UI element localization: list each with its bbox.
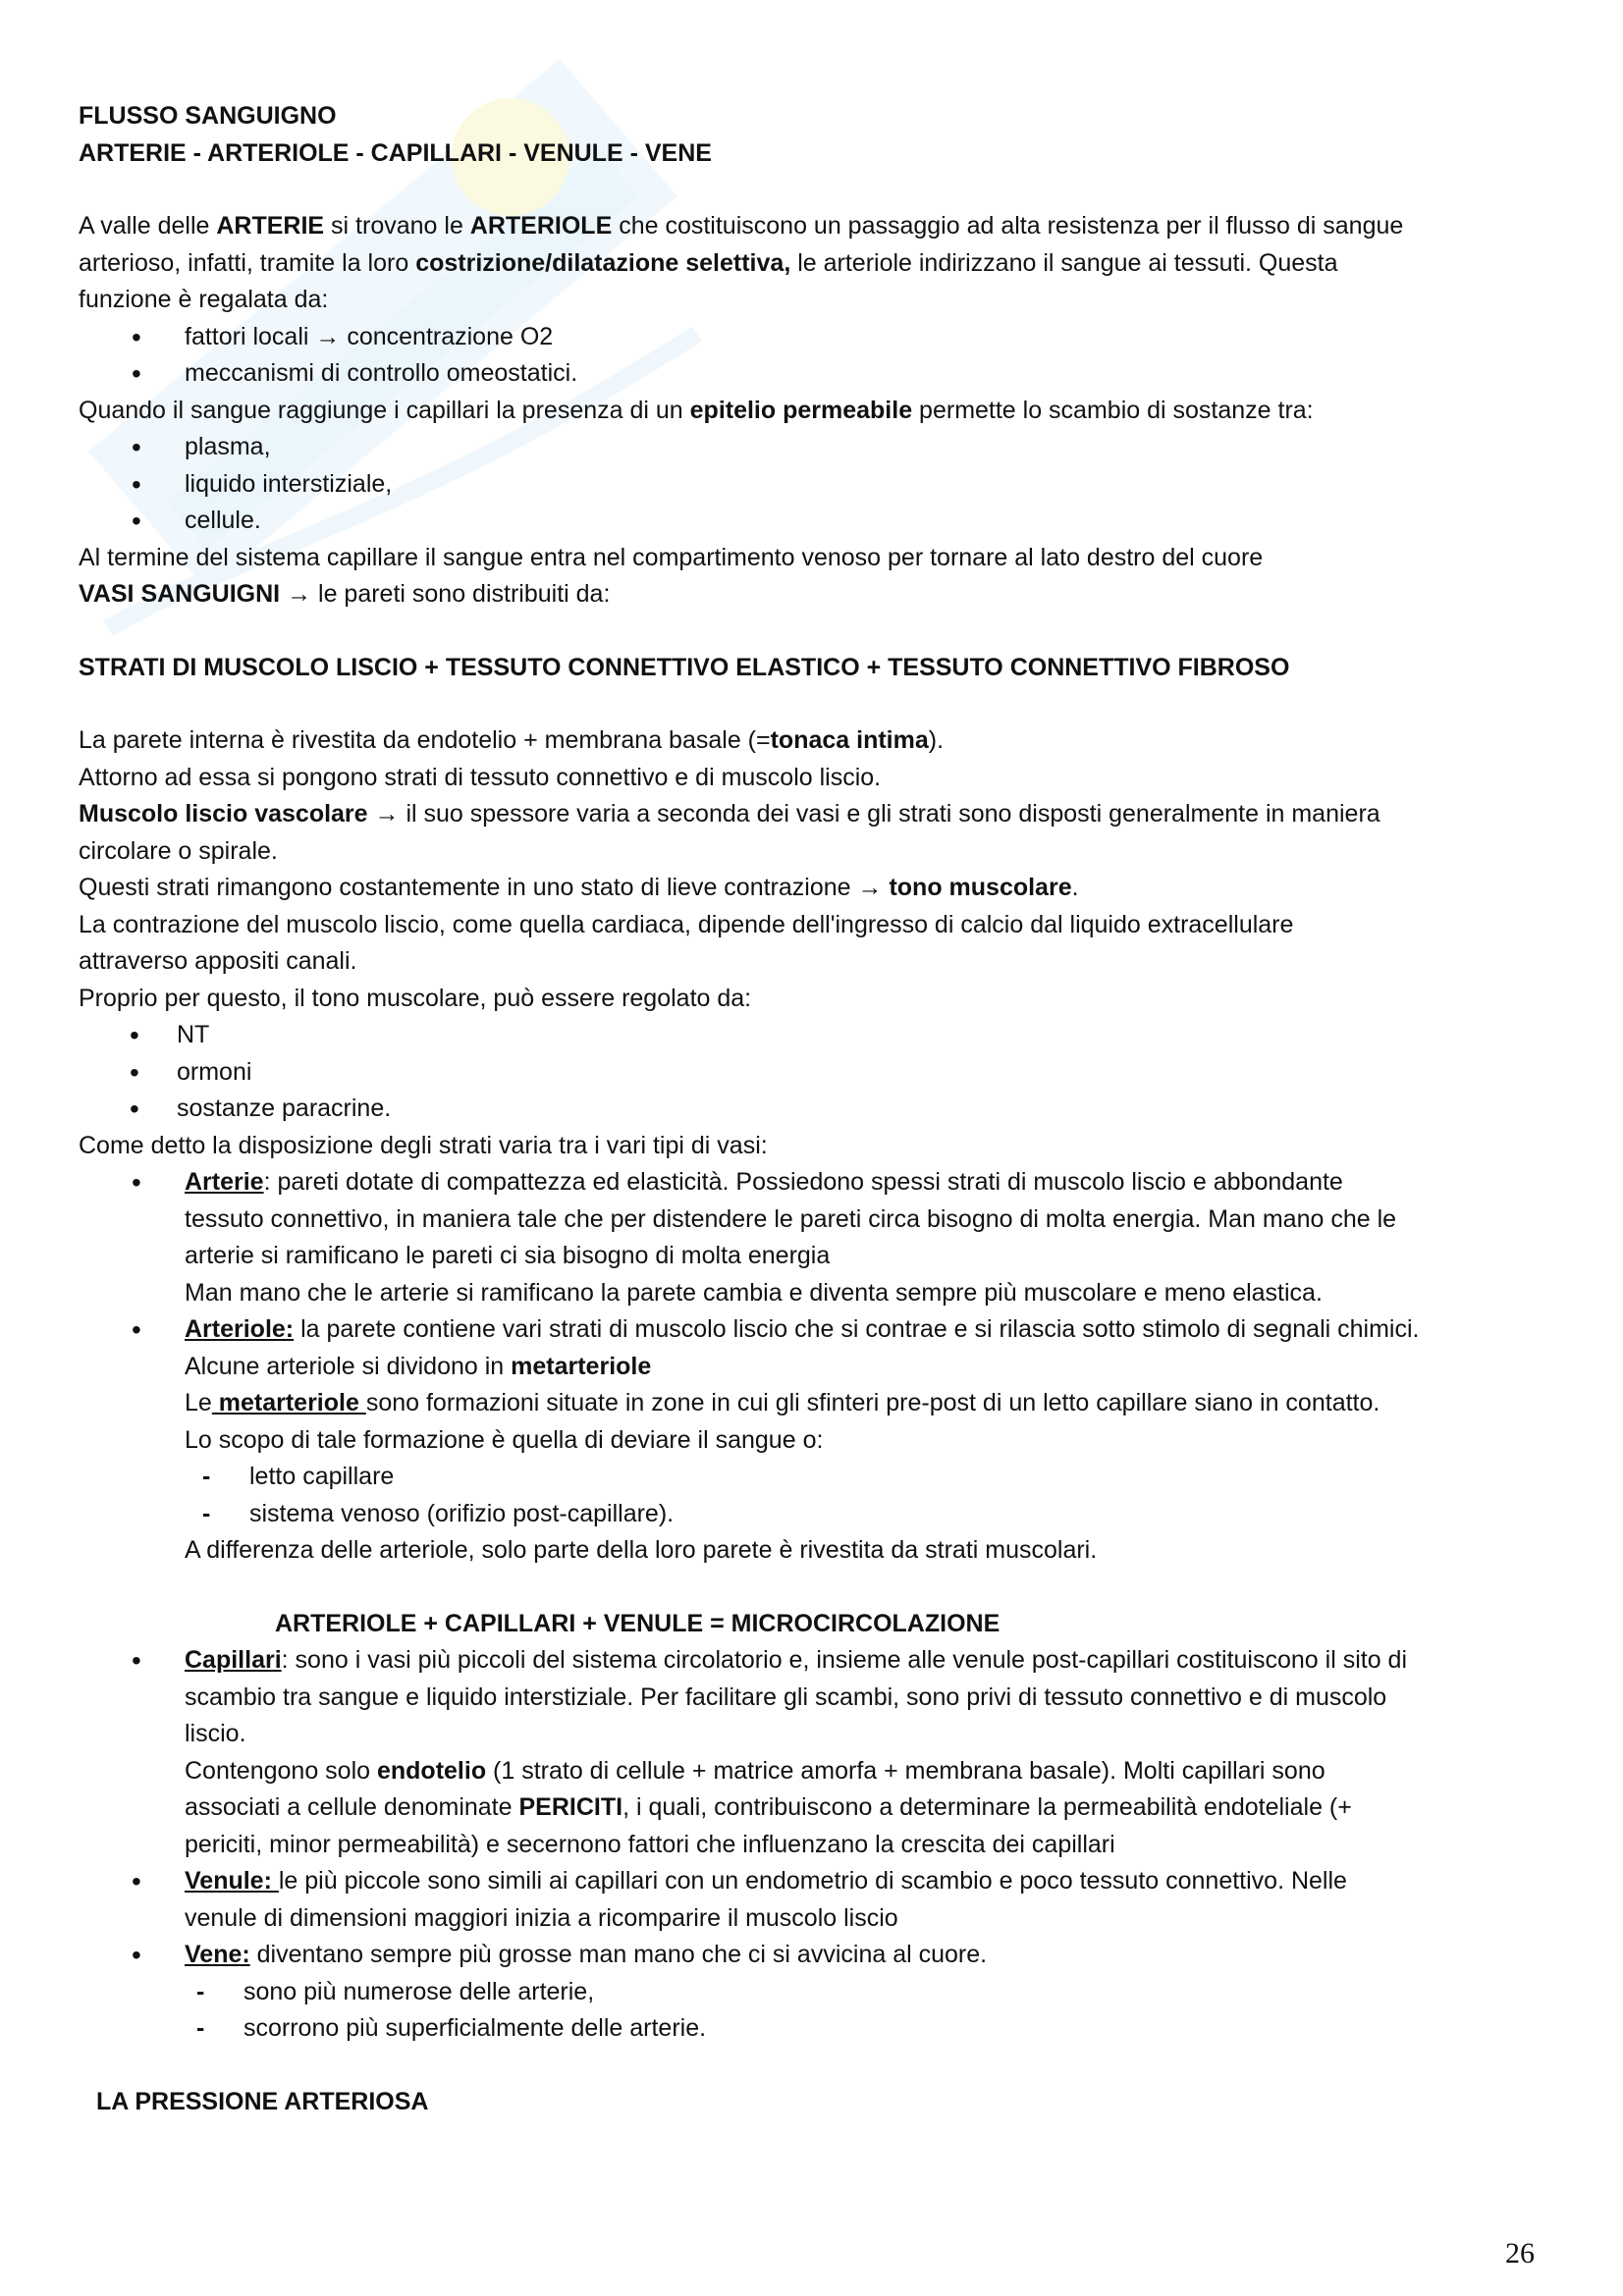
list-item-vene: • Vene: diventano sempre più grosse man mano che ci si avvicina al cuore. - sono più numerose delle arterie, - scorrono più superficialmente delle arterie.	[79, 1937, 1581, 2048]
heading-pressione: LA PRESSIONE ARTERIOSA	[96, 2087, 429, 2115]
list-item-arteriole: • Arteriole: la parete contiene vari strati di muscolo liscio che si contrae e si rilascia sotto stimolo di segnali chimici. Alcune arteriole si dividono in metarteriole Le metarteriole sono formazioni situate in zone in cui gli sfinteri pre-post di un letto capillare siano in contatto. Lo scopo di tale formazione è quella di deviare il sangue o: - letto capillare - sistema venoso (orifizio post-capillare). A differenza delle arteriole, solo parte della loro parete è rivestita da strati muscolari.	[79, 1311, 1581, 1570]
list-deviazione	[145, 1459, 1581, 1532]
document-body	[79, 98, 1581, 2120]
list-scambio	[79, 429, 1581, 540]
paragraph-disposizione: Come detto la disposizione degli strati varia tra i vari tipi di vasi:	[79, 1131, 768, 1159]
paragraph-capillari: Quando il sangue raggiunge i capillari la presenza di un epitelio permeabile permette lo scambio di sostanze tra:	[79, 396, 1314, 424]
paragraph-tono: Questi strati rimangono costantemente in uno stato di lieve contrazione → tono muscolare.	[79, 874, 1079, 901]
paragraph-vasi-sanguigni: VASI SANGUIGNI → le pareti sono distribuiti da:	[79, 580, 611, 608]
paragraph-muscolo: Muscolo liscio vascolare → il suo spessore varia a seconda dei vasi e gli strati sono disposti generalmente in maniera	[79, 800, 1380, 828]
list-item: - sono più numerose delle arterie,	[139, 1974, 1581, 2011]
paragraph-venoso: Al termine del sistema capillare il sangue entra nel compartimento venoso per tornare al lato destro del cuore	[79, 543, 1264, 571]
list-item: • cellule.	[79, 503, 1581, 540]
heading-flusso: FLUSSO SANGUIGNO	[79, 102, 337, 130]
paragraph-contrazione-2: attraverso appositi canali.	[79, 947, 357, 975]
paragraph-attorno: Attorno ad essa si pongono strati di tessuto connettivo e di muscolo liscio.	[79, 763, 882, 791]
list-vasi-2	[79, 1642, 1581, 2048]
list-item: • sostanze paracrine.	[79, 1091, 1581, 1128]
list-item: • liquido interstiziale,	[79, 466, 1581, 504]
list-item-arterie: • Arterie: pareti dotate di compattezza ed elasticità. Possiedono spessi strati di muscolo liscio e abbondante tessuto connettivo, in maniera tale che per distendere le pareti circa bisogno di molta energia. Man mano che le arterie si ramificano le pareti ci sia bisogno di molta energia Man mano che le arterie si ramificano la parete cambia e diventa sempre più muscolare e meno elastica.	[79, 1164, 1581, 1311]
list-item: • ormoni	[79, 1054, 1581, 1092]
list-item: - scorrono più superficialmente delle arterie.	[139, 2010, 1581, 2048]
list-item: • plasma,	[79, 429, 1581, 466]
list-item: • meccanismi di controllo omeostatici.	[79, 355, 1581, 393]
heading-vasi: ARTERIE - ARTERIOLE - CAPILLARI - VENULE - VENE	[79, 138, 712, 167]
list-item-capillari: • Capillari: sono i vasi più piccoli del sistema circolatorio e, insieme alle venule post-capillari costituiscono il sito di scambio tra sangue e liquido interstiziale. Per facilitare gli scambi, sono privi di tessuto connettivo e di muscolo liscio. Contengono solo endotelio (1 strato di cellule + matrice amorfa + membrana basale). Molti capillari sono associati a cellule denominate PERICITI, i quali, contribuiscono a determinare la permeabilità endoteliale (+ periciti, minor permeabilità) e secernono fattori che influenzano la crescita dei capillari	[79, 1642, 1581, 1863]
list-item: - sistema venoso (orifizio post-capillare).	[145, 1496, 1581, 1533]
paragraph-muscolo-2: circolare o spirale.	[79, 836, 278, 865]
paragraph-arterie-intro-3: funzione è regalata da:	[79, 286, 329, 313]
list-regolatori	[79, 1017, 1581, 1128]
heading-microcircolazione: ARTERIOLE + CAPILLARI + VENULE = MICROCIRCOLAZIONE	[275, 1609, 1001, 1637]
heading-strati: STRATI DI MUSCOLO LISCIO + TESSUTO CONNETTIVO ELASTICO + TESSUTO CONNETTIVO FIBROSO	[79, 653, 1290, 681]
paragraph-arterie-intro: A valle delle ARTERIE si trovano le ARTERIOLE che costituiscono un passaggio ad alta resistenza per il flusso di sangue	[79, 212, 1404, 240]
paragraph-contrazione: La contrazione del muscolo liscio, come quella cardiaca, dipende dell'ingresso di calcio dal liquido extracellulare	[79, 910, 1294, 938]
paragraph-parete: La parete interna è rivestita da endotelio + membrana basale (=tonaca intima).	[79, 726, 945, 754]
list-vasi	[79, 1164, 1581, 1570]
list-item: • NT	[79, 1017, 1581, 1054]
page-number: 26	[1505, 2236, 1535, 2269]
list-item: - letto capillare	[145, 1459, 1581, 1496]
list-item-venule: • Venule: le più piccole sono simili ai capillari con un endometrio di scambio e poco tessuto connettivo. Nelle venule di dimensioni maggiori inizia a ricomparire il muscolo liscio	[79, 1863, 1581, 1937]
list-item: • fattori locali → concentrazione O2	[79, 319, 1581, 356]
paragraph-arterie-intro-2: arterioso, infatti, tramite la loro costrizione/dilatazione selettiva, le arteriole indirizzano il sangue ai tessuti. Questa	[79, 248, 1338, 277]
paragraph-regolato: Proprio per questo, il tono muscolare, può essere regolato da:	[79, 984, 752, 1012]
list-regolazione	[79, 319, 1581, 393]
list-vene-caratteristiche	[139, 1974, 1581, 2048]
